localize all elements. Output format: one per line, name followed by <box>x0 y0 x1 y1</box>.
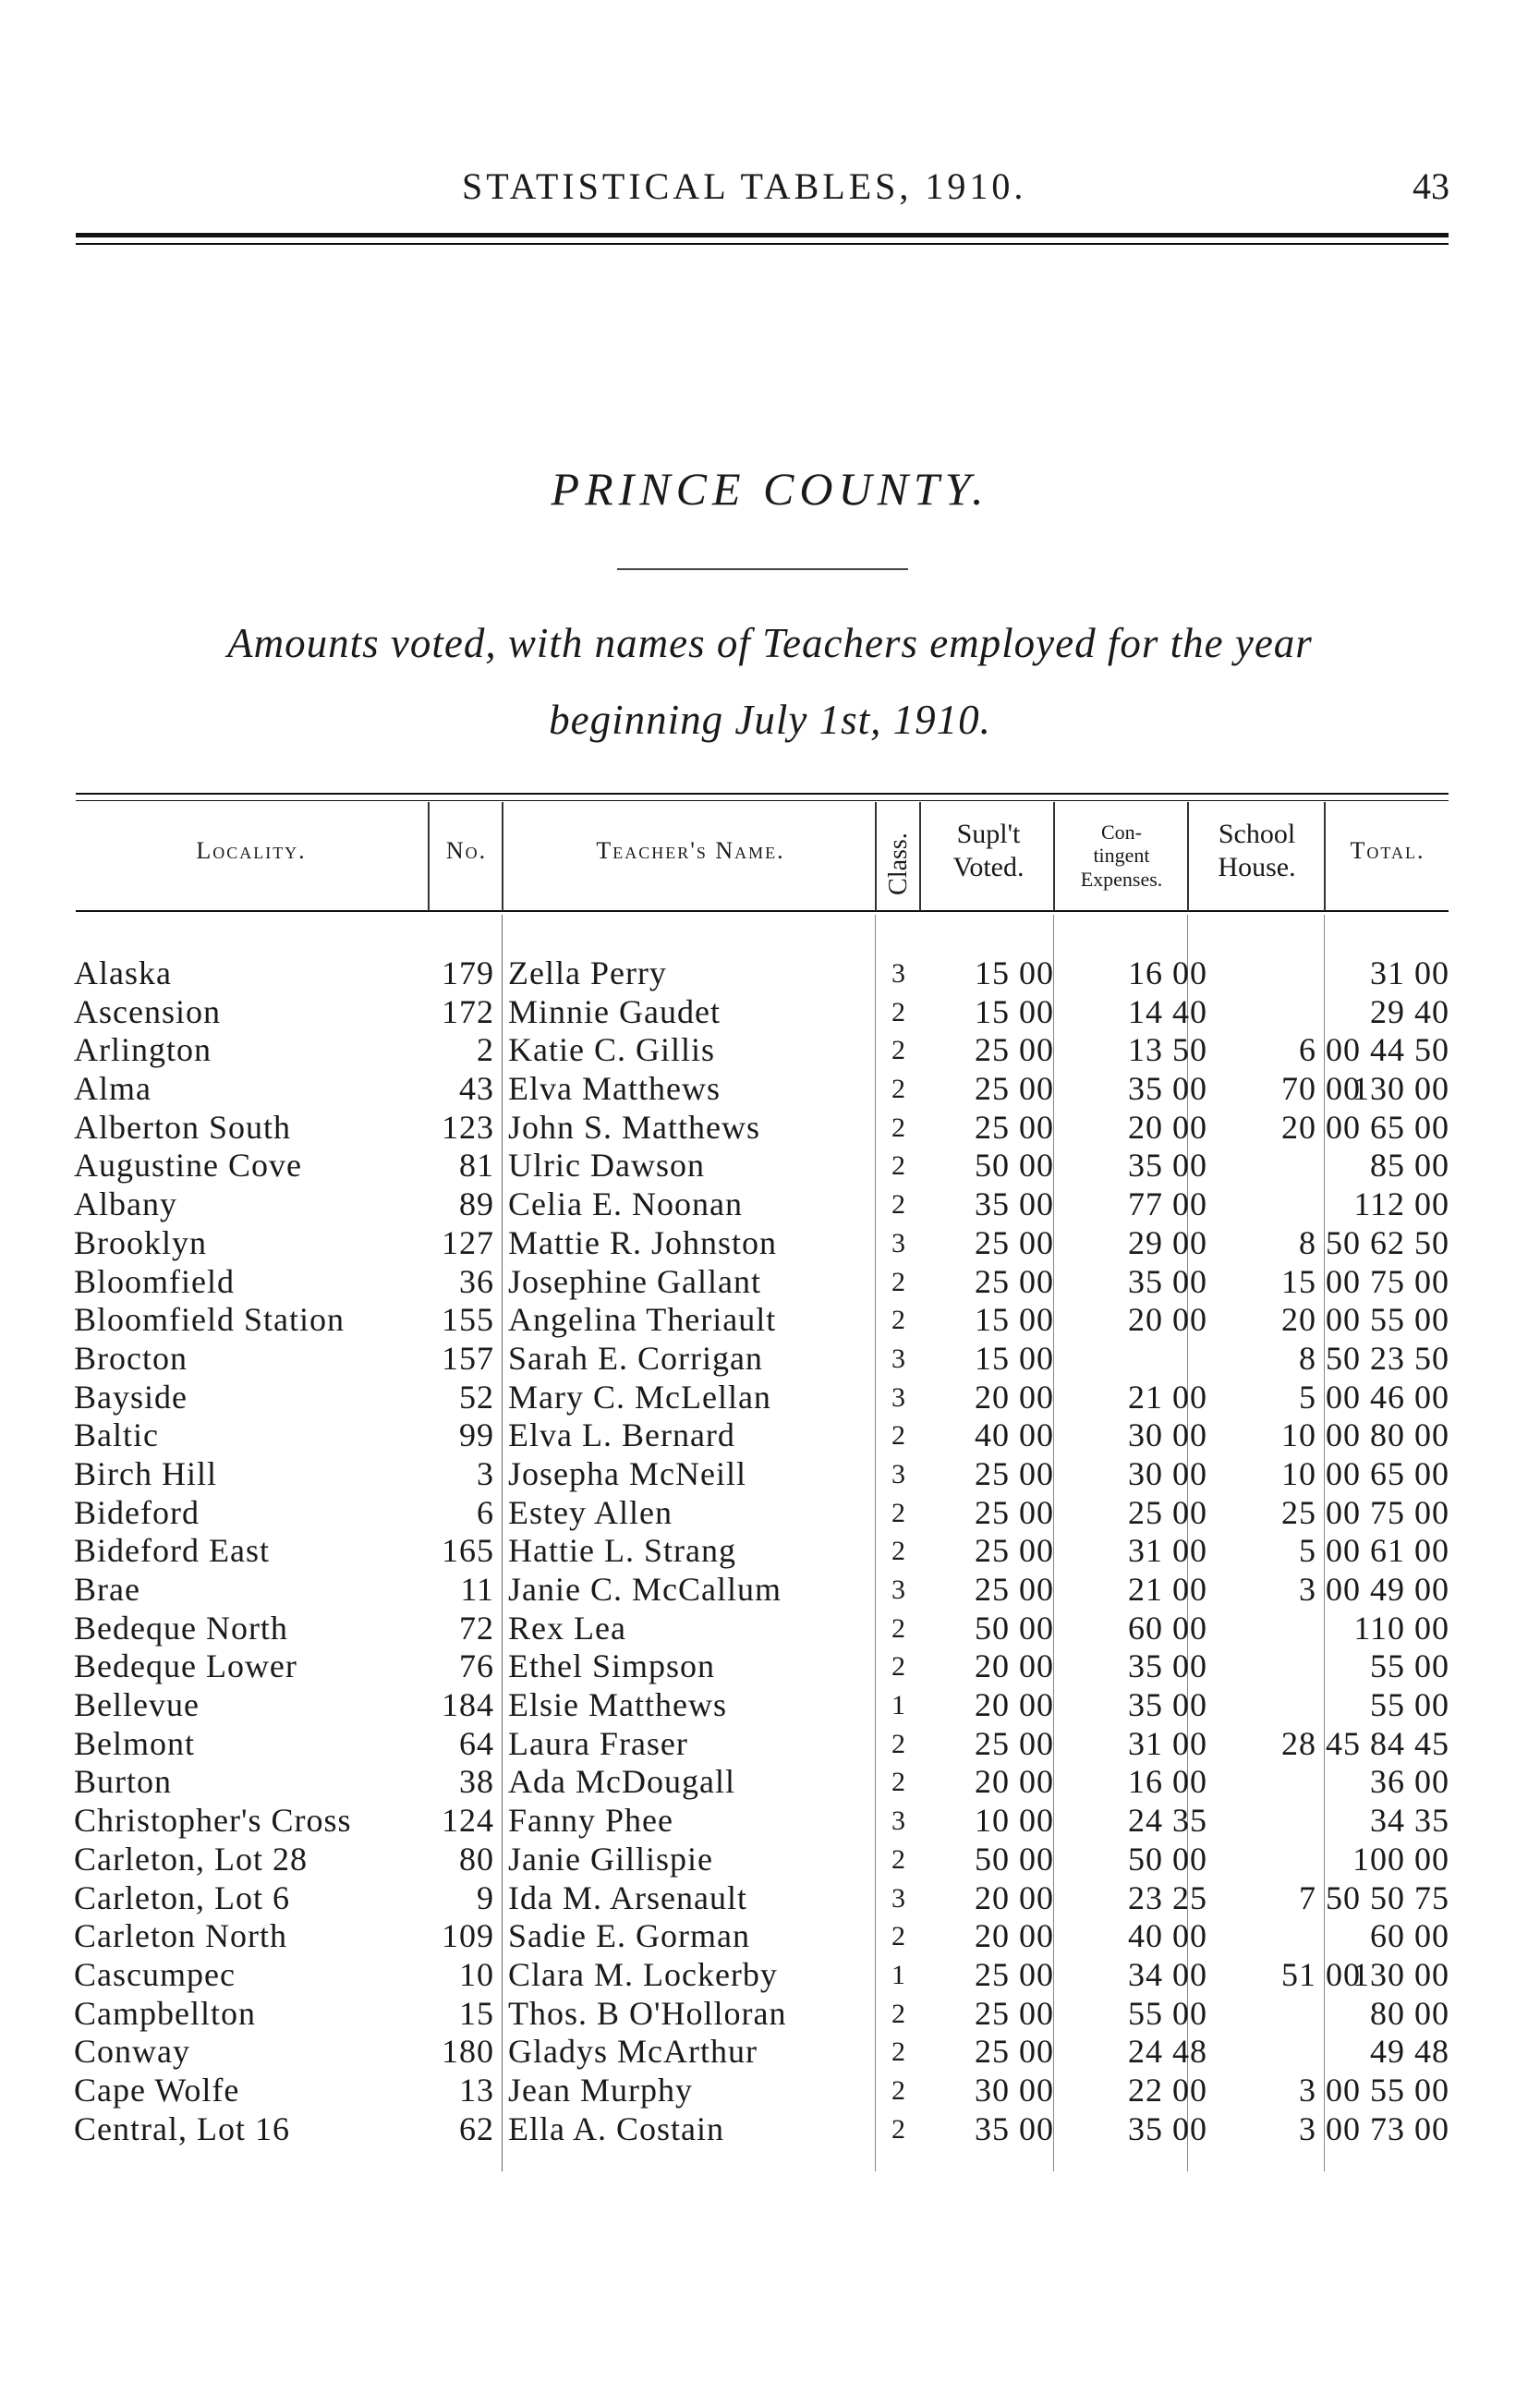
suplt-voted-cell: 25 00 <box>975 1532 1054 1570</box>
number-cell: 2 <box>477 1031 494 1069</box>
class-cell: 2 <box>891 1651 906 1683</box>
suplt-voted-cell: 35 00 <box>975 1185 1054 1223</box>
suplt-voted-cell: 20 00 <box>975 1763 1054 1801</box>
class-cell: 2 <box>891 1497 906 1528</box>
contingent-cell: 20 00 <box>1128 1108 1207 1146</box>
table-row <box>0 1109 1540 1148</box>
header-teacher-name: Teacher's Name. <box>596 837 785 864</box>
locality-cell: Carleton, Lot 6 <box>74 1878 290 1916</box>
class-cell: 2 <box>891 2113 906 2145</box>
number-cell: 38 <box>459 1763 494 1801</box>
contingent-cell: 24 48 <box>1128 2033 1207 2071</box>
suplt-voted-cell: 25 00 <box>975 1994 1054 2032</box>
total-cell: 60 00 <box>1370 1917 1449 1955</box>
class-cell: 2 <box>891 1150 906 1182</box>
total-cell: 55 00 <box>1370 1301 1449 1339</box>
school-house-cell: 3 00 <box>1299 2109 1361 2147</box>
total-cell: 46 00 <box>1370 1378 1449 1416</box>
column-divider <box>428 802 430 911</box>
suplt-voted-cell: 25 00 <box>975 1070 1054 1108</box>
teacher-name-cell: Ulric Dawson <box>508 1147 705 1185</box>
teacher-name-cell: Sadie E. Gorman <box>508 1917 750 1955</box>
class-cell: 2 <box>891 1305 906 1336</box>
locality-cell: Brocton <box>74 1339 188 1377</box>
total-cell: 100 00 <box>1352 1840 1449 1878</box>
contingent-cell: 31 00 <box>1128 1724 1207 1762</box>
class-cell: 2 <box>891 1921 906 1952</box>
contingent-cell: 50 00 <box>1128 1840 1207 1878</box>
contingent-cell: 24 35 <box>1128 1802 1207 1840</box>
number-cell: 165 <box>442 1532 494 1570</box>
number-cell: 3 <box>477 1454 494 1492</box>
table-row <box>0 1995 1540 2034</box>
header-no: No. <box>445 837 488 864</box>
suplt-voted-cell: 10 00 <box>975 1802 1054 1840</box>
number-cell: 36 <box>459 1262 494 1300</box>
school-house-cell: 70 00 <box>1281 1070 1361 1108</box>
school-house-cell: 28 45 <box>1281 1724 1361 1762</box>
total-cell: 44 50 <box>1370 1031 1449 1069</box>
teacher-name-cell: Hattie L. Strang <box>508 1532 736 1570</box>
teacher-name-cell: Clara M. Lockerby <box>508 1955 778 1993</box>
number-cell: 52 <box>459 1378 494 1416</box>
locality-cell: Cascumpec <box>74 1955 236 1993</box>
locality-cell: Bideford East <box>74 1532 270 1570</box>
class-cell: 3 <box>891 1381 906 1413</box>
running-title: STATISTICAL TABLES, 1910. <box>462 165 1027 207</box>
table-row <box>0 1455 1540 1494</box>
number-cell: 6 <box>477 1493 494 1531</box>
number-cell: 64 <box>459 1724 494 1762</box>
suplt-voted-cell: 25 00 <box>975 1571 1054 1608</box>
locality-cell: Alberton South <box>74 1108 291 1146</box>
locality-cell: Bedeque Lower <box>74 1647 297 1685</box>
teacher-name-cell: Angelina Theriault <box>508 1301 777 1339</box>
contingent-cell: 16 00 <box>1128 954 1207 991</box>
header-locality: Locality. <box>196 837 307 864</box>
table-row <box>0 1070 1540 1109</box>
school-house-cell: 7 50 <box>1299 1878 1361 1916</box>
total-cell: 112 00 <box>1353 1185 1449 1223</box>
number-cell: 172 <box>442 992 494 1030</box>
total-cell: 49 00 <box>1370 1571 1449 1608</box>
locality-cell: Bideford <box>74 1493 200 1531</box>
suplt-voted-cell: 25 00 <box>975 1724 1054 1762</box>
total-cell: 80 00 <box>1370 1994 1449 2032</box>
total-cell: 65 00 <box>1370 1454 1449 1492</box>
header-contingent-expenses: Con- tingent Expenses. <box>1080 821 1163 891</box>
column-divider <box>502 802 503 911</box>
locality-cell: Arlington <box>74 1031 212 1069</box>
class-cell: 3 <box>891 1343 906 1374</box>
column-divider <box>875 802 877 911</box>
contingent-cell: 29 00 <box>1128 1223 1207 1261</box>
teacher-name-cell: Laura Fraser <box>508 1724 688 1762</box>
table-row <box>0 1763 1540 1802</box>
suplt-voted-cell: 25 00 <box>975 2033 1054 2071</box>
table-row <box>0 1147 1540 1185</box>
locality-cell: Christopher's Cross <box>74 1802 352 1840</box>
table-row <box>0 1802 1540 1841</box>
total-cell: 31 00 <box>1370 954 1449 991</box>
teacher-name-cell: John S. Matthews <box>508 1108 761 1146</box>
title-divider <box>617 568 908 570</box>
number-cell: 123 <box>442 1108 494 1146</box>
column-divider <box>919 802 921 911</box>
suplt-voted-cell: 20 00 <box>975 1917 1054 1955</box>
school-house-cell: 8 50 <box>1299 1339 1361 1377</box>
contingent-cell: 35 00 <box>1128 2109 1207 2147</box>
suplt-voted-cell: 30 00 <box>975 2071 1054 2109</box>
teacher-name-cell: Josephine Gallant <box>508 1262 761 1300</box>
contingent-cell: 35 00 <box>1128 1647 1207 1685</box>
school-house-cell: 20 00 <box>1281 1108 1361 1146</box>
table-row <box>0 1686 1540 1725</box>
table-row <box>0 2110 1540 2149</box>
teacher-name-cell: Mary C. McLellan <box>508 1378 771 1416</box>
locality-cell: Alma <box>74 1070 152 1108</box>
number-cell: 13 <box>459 2071 494 2109</box>
table-row <box>0 1647 1540 1686</box>
subtitle-line-2: beginning July 1st, 1910. <box>549 697 991 743</box>
teacher-name-cell: Rex Lea <box>508 1609 626 1647</box>
contingent-cell: 35 00 <box>1128 1070 1207 1108</box>
contingent-cell: 34 00 <box>1128 1955 1207 1993</box>
locality-cell: Burton <box>74 1763 173 1801</box>
suplt-voted-cell: 15 00 <box>975 1339 1054 1377</box>
teacher-name-cell: Mattie R. Johnston <box>508 1223 778 1261</box>
locality-cell: Brae <box>74 1571 140 1608</box>
total-cell: 73 00 <box>1370 2109 1449 2147</box>
total-cell: 130 00 <box>1352 1955 1449 1993</box>
county-title: PRINCE COUNTY. <box>551 463 989 515</box>
class-cell: 2 <box>891 1035 906 1066</box>
column-divider <box>1324 802 1326 911</box>
teacher-name-cell: Fanny Phee <box>508 1802 673 1840</box>
total-cell: 110 00 <box>1353 1609 1449 1647</box>
class-cell: 2 <box>891 1189 906 1221</box>
contingent-cell: 35 00 <box>1128 1686 1207 1724</box>
table-row <box>0 1571 1540 1610</box>
contingent-cell: 21 00 <box>1128 1378 1207 1416</box>
class-cell: 2 <box>891 1266 906 1297</box>
number-cell: 184 <box>442 1686 494 1724</box>
class-cell: 2 <box>891 1998 906 2029</box>
class-cell: 2 <box>891 1843 906 1875</box>
suplt-voted-cell: 35 00 <box>975 2109 1054 2147</box>
table-row <box>0 1610 1540 1648</box>
class-cell: 2 <box>891 1420 906 1452</box>
table-row <box>0 1379 1540 1417</box>
total-cell: 62 50 <box>1370 1223 1449 1261</box>
class-cell: 2 <box>891 1728 906 1759</box>
teacher-name-cell: Ethel Simpson <box>508 1647 716 1685</box>
locality-cell: Cape Wolfe <box>74 2071 240 2109</box>
teacher-name-cell: Ada McDougall <box>508 1763 735 1801</box>
school-house-cell: 20 00 <box>1281 1301 1361 1339</box>
contingent-cell: 35 00 <box>1128 1147 1207 1185</box>
suplt-voted-cell: 15 00 <box>975 954 1054 991</box>
teacher-name-cell: Ella A. Costain <box>508 2109 724 2147</box>
total-cell: 61 00 <box>1370 1532 1449 1570</box>
suplt-voted-cell: 25 00 <box>975 1262 1054 1300</box>
contingent-cell: 55 00 <box>1128 1994 1207 2032</box>
suplt-voted-cell: 50 00 <box>975 1840 1054 1878</box>
suplt-voted-cell: 50 00 <box>975 1609 1054 1647</box>
contingent-cell: 13 50 <box>1128 1031 1207 1069</box>
contingent-cell: 30 00 <box>1128 1454 1207 1492</box>
running-head <box>0 164 1540 220</box>
number-cell: 80 <box>459 1840 494 1878</box>
school-house-cell: 10 00 <box>1281 1416 1361 1454</box>
teacher-name-cell: Elva Matthews <box>508 1070 721 1108</box>
header-bottom-rule <box>76 910 1449 912</box>
table-row <box>0 954 1540 993</box>
contingent-cell: 40 00 <box>1128 1917 1207 1955</box>
locality-cell: Carleton North <box>74 1917 287 1955</box>
locality-cell: Bellevue <box>74 1686 200 1724</box>
contingent-cell: 30 00 <box>1128 1416 1207 1454</box>
teacher-name-cell: Janie C. McCallum <box>508 1571 782 1608</box>
contingent-cell: 31 00 <box>1128 1532 1207 1570</box>
teacher-name-cell: Jean Murphy <box>508 2071 693 2109</box>
class-cell: 1 <box>891 1959 906 1990</box>
teacher-name-cell: Thos. B O'Holloran <box>508 1994 787 2032</box>
contingent-cell: 23 25 <box>1128 1878 1207 1916</box>
column-divider <box>1053 802 1055 911</box>
suplt-voted-cell: 25 00 <box>975 1955 1054 1993</box>
contingent-cell: 14 40 <box>1128 992 1207 1030</box>
table-row <box>0 1224 1540 1263</box>
contingent-cell: 22 00 <box>1128 2071 1207 2109</box>
school-house-cell: 3 00 <box>1299 2071 1361 2109</box>
suplt-voted-cell: 20 00 <box>975 1378 1054 1416</box>
number-cell: 81 <box>459 1147 494 1185</box>
teacher-name-cell: Josepha McNeill <box>508 1454 746 1492</box>
header-total: Total. <box>1350 837 1425 864</box>
number-cell: 10 <box>459 1955 494 1993</box>
number-cell: 99 <box>459 1416 494 1454</box>
table-row <box>0 1841 1540 1879</box>
total-cell: 84 45 <box>1370 1724 1449 1762</box>
total-cell: 36 00 <box>1370 1763 1449 1801</box>
number-cell: 155 <box>442 1301 494 1339</box>
teacher-name-cell: Gladys McArthur <box>508 2033 758 2071</box>
locality-cell: Bloomfield <box>74 1262 235 1300</box>
table-row <box>0 1185 1540 1224</box>
total-cell: 49 48 <box>1370 2033 1449 2071</box>
school-house-cell: 3 00 <box>1299 1571 1361 1608</box>
table-row <box>0 1263 1540 1302</box>
number-cell: 72 <box>459 1609 494 1647</box>
table-row <box>0 1956 1540 1995</box>
column-divider <box>1187 802 1189 911</box>
table-row <box>0 1494 1540 1533</box>
school-house-cell: 25 00 <box>1281 1493 1361 1531</box>
total-cell: 29 40 <box>1370 992 1449 1030</box>
class-cell: 2 <box>891 996 906 1027</box>
locality-cell: Alaska <box>74 954 172 991</box>
locality-cell: Brooklyn <box>74 1223 208 1261</box>
school-house-cell: 15 00 <box>1281 1262 1361 1300</box>
locality-cell: Conway <box>74 2033 190 2071</box>
table-row <box>0 1879 1540 1918</box>
suplt-voted-cell: 50 00 <box>975 1147 1054 1185</box>
table-row <box>0 1301 1540 1340</box>
school-house-cell: 8 50 <box>1299 1223 1361 1261</box>
suplt-voted-cell: 25 00 <box>975 1493 1054 1531</box>
class-cell: 3 <box>891 1574 906 1605</box>
suplt-voted-cell: 25 00 <box>975 1031 1054 1069</box>
contingent-cell: 77 00 <box>1128 1185 1207 1223</box>
school-house-cell: 51 00 <box>1281 1955 1361 1993</box>
class-cell: 3 <box>891 1458 906 1489</box>
total-cell: 50 75 <box>1370 1878 1449 1916</box>
teacher-name-cell: Minnie Gaudet <box>508 992 721 1030</box>
locality-cell: Augustine Cove <box>74 1147 302 1185</box>
teacher-name-cell: Elsie Matthews <box>508 1686 727 1724</box>
teacher-name-cell: Zella Perry <box>508 954 667 991</box>
suplt-voted-cell: 25 00 <box>975 1223 1054 1261</box>
locality-cell: Campbellton <box>74 1994 256 2032</box>
locality-cell: Belmont <box>74 1724 195 1762</box>
number-cell: 11 <box>460 1571 494 1608</box>
table-row <box>0 1416 1540 1455</box>
class-cell: 2 <box>891 1536 906 1567</box>
teacher-name-cell: Elva L. Bernard <box>508 1416 735 1454</box>
teacher-name-cell: Celia E. Noonan <box>508 1185 743 1223</box>
class-cell: 2 <box>891 2036 906 2068</box>
locality-cell: Bayside <box>74 1378 188 1416</box>
locality-cell: Albany <box>74 1185 177 1223</box>
school-house-cell: 6 00 <box>1299 1031 1361 1069</box>
class-cell: 3 <box>891 1227 906 1258</box>
page-number: 43 <box>1413 165 1449 207</box>
total-cell: 55 00 <box>1370 2071 1449 2109</box>
total-cell: 23 50 <box>1370 1339 1449 1377</box>
locality-cell: Ascension <box>74 992 221 1030</box>
suplt-voted-cell: 25 00 <box>975 1454 1054 1492</box>
number-cell: 157 <box>442 1339 494 1377</box>
table-row <box>0 993 1540 1032</box>
number-cell: 180 <box>442 2033 494 2071</box>
suplt-voted-cell: 20 00 <box>975 1686 1054 1724</box>
total-cell: 34 35 <box>1370 1802 1449 1840</box>
table-top-rule-thin <box>76 800 1449 801</box>
class-cell: 3 <box>891 1805 906 1837</box>
total-cell: 55 00 <box>1370 1686 1449 1724</box>
number-cell: 179 <box>442 954 494 991</box>
table-body <box>0 954 1540 2148</box>
suplt-voted-cell: 25 00 <box>975 1108 1054 1146</box>
total-cell: 65 00 <box>1370 1108 1449 1146</box>
total-cell: 75 00 <box>1370 1262 1449 1300</box>
suplt-voted-cell: 20 00 <box>975 1647 1054 1685</box>
number-cell: 124 <box>442 1802 494 1840</box>
suplt-voted-cell: 40 00 <box>975 1416 1054 1454</box>
table-row <box>0 1917 1540 1956</box>
number-cell: 109 <box>442 1917 494 1955</box>
class-cell: 3 <box>891 1882 906 1914</box>
number-cell: 15 <box>459 1994 494 2032</box>
contingent-cell: 21 00 <box>1128 1571 1207 1608</box>
locality-cell: Carleton, Lot 28 <box>74 1840 308 1878</box>
total-cell: 75 00 <box>1370 1493 1449 1531</box>
suplt-voted-cell: 15 00 <box>975 1301 1054 1339</box>
header-rule-thin <box>76 243 1449 245</box>
contingent-cell: 60 00 <box>1128 1609 1207 1647</box>
table-row <box>0 2072 1540 2110</box>
table-row <box>0 1725 1540 1764</box>
table-row <box>0 1031 1540 1070</box>
total-cell: 80 00 <box>1370 1416 1449 1454</box>
teacher-name-cell: Katie C. Gillis <box>508 1031 715 1069</box>
class-cell: 1 <box>891 1690 906 1721</box>
table-row <box>0 1340 1540 1379</box>
teacher-name-cell: Janie Gillispie <box>508 1840 713 1878</box>
total-cell: 55 00 <box>1370 1647 1449 1685</box>
teacher-name-cell: Ida M. Arsenault <box>508 1878 747 1916</box>
suplt-voted-cell: 20 00 <box>975 1878 1054 1916</box>
header-class: Class. <box>884 833 913 895</box>
total-cell: 130 00 <box>1352 1070 1449 1108</box>
header-school-house: School House. <box>1218 819 1296 882</box>
contingent-cell: 25 00 <box>1128 1493 1207 1531</box>
locality-cell: Baltic <box>74 1416 159 1454</box>
table-top-rule <box>76 793 1449 795</box>
header-rule <box>76 233 1449 237</box>
contingent-cell: 35 00 <box>1128 1262 1207 1300</box>
teacher-name-cell: Sarah E. Corrigan <box>508 1339 763 1377</box>
number-cell: 89 <box>459 1185 494 1223</box>
locality-cell: Bedeque North <box>74 1609 288 1647</box>
locality-cell: Bloomfield Station <box>74 1301 345 1339</box>
table-row <box>0 1532 1540 1571</box>
subtitle-line-1: Amounts voted, with names of Teachers employed for the year <box>227 620 1313 666</box>
number-cell: 76 <box>459 1647 494 1685</box>
teacher-name-cell: Estey Allen <box>508 1493 673 1531</box>
school-house-cell: 5 00 <box>1299 1532 1361 1570</box>
class-cell: 2 <box>891 1074 906 1105</box>
class-cell: 2 <box>891 1112 906 1143</box>
contingent-cell: 16 00 <box>1128 1763 1207 1801</box>
class-cell: 2 <box>891 1767 906 1798</box>
locality-cell: Birch Hill <box>74 1454 217 1492</box>
locality-cell: Central, Lot 16 <box>74 2109 290 2147</box>
number-cell: 127 <box>442 1223 494 1261</box>
table-row <box>0 2033 1540 2072</box>
number-cell: 9 <box>477 1878 494 1916</box>
contingent-cell: 20 00 <box>1128 1301 1207 1339</box>
school-house-cell: 10 00 <box>1281 1454 1361 1492</box>
class-cell: 3 <box>891 958 906 989</box>
number-cell: 62 <box>459 2109 494 2147</box>
total-cell: 85 00 <box>1370 1147 1449 1185</box>
suplt-voted-cell: 15 00 <box>975 992 1054 1030</box>
class-cell: 2 <box>891 2074 906 2106</box>
number-cell: 43 <box>459 1070 494 1108</box>
school-house-cell: 5 00 <box>1299 1378 1361 1416</box>
header-suplt-voted: Supl't Voted. <box>952 819 1025 882</box>
class-cell: 2 <box>891 1612 906 1644</box>
